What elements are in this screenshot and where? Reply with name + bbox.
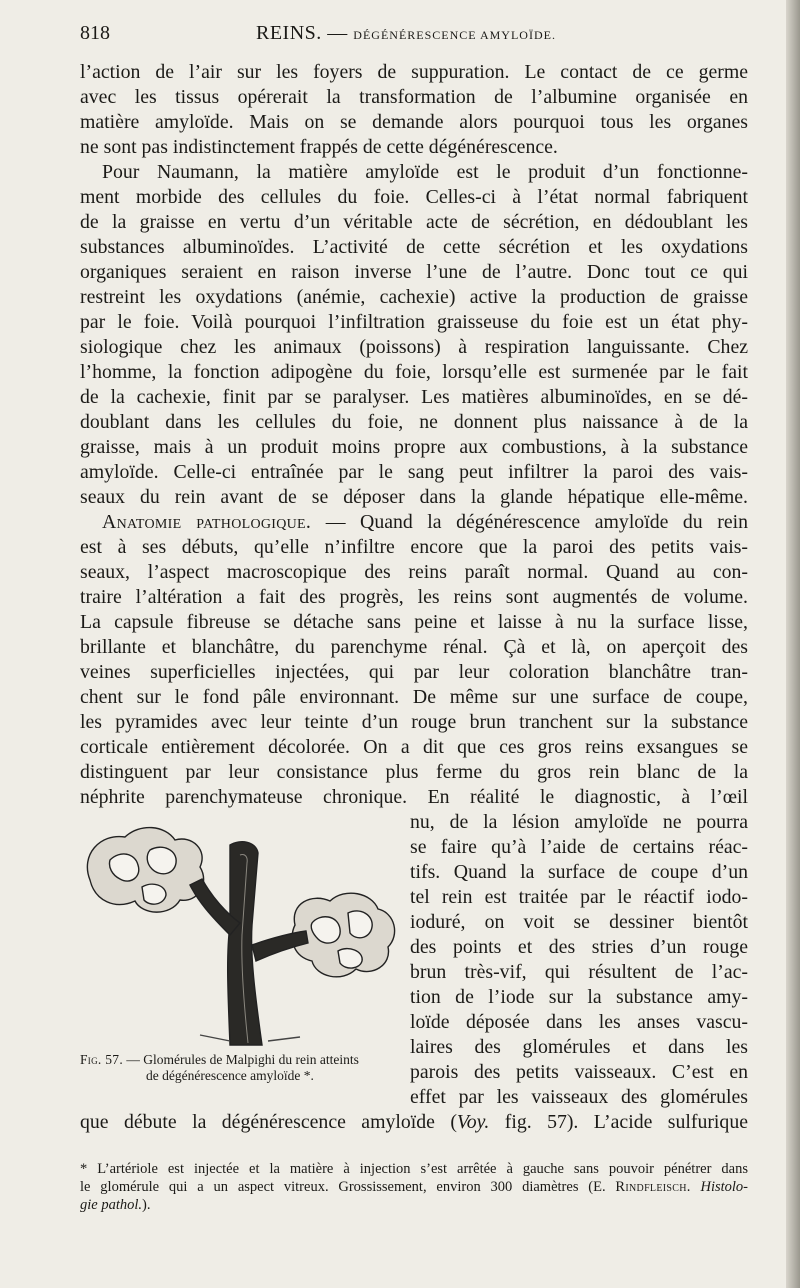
page-edge-shadow (786, 0, 800, 1288)
final-line-italic: Voy. (456, 1111, 490, 1133)
text-line: des points et des stries d’un rouge (410, 936, 748, 958)
text-line: corticale entièrement décolorée. On a dit que ces gros reins exsangues se (80, 736, 748, 758)
text-line: est à ses débuts, qu’elle n’infiltre encore que la paroi des petits vais- (80, 536, 748, 558)
footnote-line-3 (80, 1196, 748, 1214)
text-line: La capsule fibreuse se détache sans peine et laisse à nu la surface lisse, (80, 611, 748, 633)
text-line: matière amyloïde. Mais on se demande alors pourquoi tous les organes (80, 111, 748, 133)
page-number: 818 (80, 22, 110, 44)
text-line: siologique chez les animaux (poissons) à respiration languissante. Chez (80, 336, 748, 358)
footnote-line-2 (80, 1178, 748, 1196)
final-line-after: fig. 57). L’acide sulfurique (489, 1111, 748, 1133)
text-line: seaux, l’aspect macroscopique des reins paraît normal. Quand au con- (80, 561, 748, 583)
caption-label: Fig. 57. (80, 1052, 124, 1067)
text-line: tion de l’iode sur la substance amy- (410, 986, 748, 1008)
text-line: doublant dans les cellules du foie, ne donnent plus naissance à de la (80, 411, 748, 433)
text-line: les pyramides avec leur teinte d’un rouge brun tranchent sur la substance (80, 711, 748, 733)
figure-caption (80, 1052, 410, 1084)
caption-line-2: de dégénérescence amyloïde *. (146, 1068, 314, 1083)
text-line: nu, de la lésion amyloïde ne pourra (410, 811, 748, 833)
text-line: ne sont pas indistinctement frappés de cette dégénérescence. (80, 136, 558, 158)
text-line: amyloïde. Celle-ci entraînée par le sang peut infiltrer la paroi des vais- (80, 461, 748, 483)
text-line: loïde déposée dans les anses vascu- (410, 1011, 748, 1033)
text-line: brun très-vif, qui résultent de l’ac- (410, 961, 748, 983)
text-line: graisse, mais à un produit moins propre aux combustions, à la substance (80, 436, 748, 458)
body-text-beside-figure (410, 810, 748, 1110)
caption-text-1: — Glomérules de Malpighi du rein atteints (126, 1052, 359, 1067)
text-line: effet par les vaisseaux des glomérules (410, 1086, 748, 1108)
final-line-before: que débute la dégénérescence amyloïde ( (80, 1111, 457, 1133)
glomeruli-illustration (80, 805, 410, 1055)
text-line: l’homme, la fonction adipogène du foie, lorsqu’elle est surmenée par le fait (80, 361, 748, 383)
running-title-dash: — (327, 22, 348, 44)
text-line (80, 1110, 748, 1135)
footnote (80, 1160, 748, 1214)
text-line: ment morbide des cellules du foie. Celles-ci à l’état normal fabriquent (80, 186, 748, 208)
section-first-line (80, 510, 748, 535)
text-line: ioduré, on voit se dessiner bientôt (410, 911, 748, 933)
caption-line-1 (80, 1052, 410, 1068)
running-title-main: REINS. (256, 22, 322, 44)
text-line: brillante et blanchâtre, du parenchyme rénal. Çà et là, on aperçoit des (80, 636, 748, 658)
text-line: organiques seraient en raison inverse l’une de l’autre. Donc tout ce qui (80, 261, 748, 283)
body-text-top (80, 60, 748, 810)
text-line: seaux du rein avant de se déposer dans la glande hépatique elle-même. (80, 486, 748, 508)
text-line: néphrite parenchymateuse chronique. En réalité le diagnostic, à l’œil (80, 786, 748, 808)
footnote-author: Rindfleisch. (615, 1179, 691, 1195)
text-line: restreint les oxydations (anémie, cachexie) active la production de graisse (80, 286, 748, 308)
text-line: de la graisse en vertu d’un véritable acte de sécrétion, en dédoublant les (80, 211, 748, 233)
footnote-line-2-text: le glomérule qui a un aspect vitreux. Grossissement, environ 300 diamètres (E. (80, 1179, 616, 1195)
text-line: l’action de l’air sur les foyers de suppuration. Le contact de ce germe (80, 61, 748, 83)
text-line: traire l’altération a fait des progrès, les reins sont augmentés de volume. (80, 586, 748, 608)
text-line: tifs. Quand la surface de coupe d’un (410, 861, 748, 883)
footnote-line-3-after: ). (142, 1197, 151, 1213)
text-line: se faire qu’à l’aide de certains réac- (410, 836, 748, 858)
text-line: chent sur le fond pâle environnant. De même sur une surface de coupe, (80, 686, 748, 708)
text-line: par le foie. Voilà pourquoi l’infiltration graisseuse du foie est un état phy- (80, 311, 748, 333)
text-line: laires des glomérules et dans les (410, 1036, 748, 1058)
text-line: tel rein est traitée par le réactif iodo- (410, 886, 748, 908)
running-title (256, 22, 556, 45)
section-first-text: — Quand la dégénérescence amyloïde du rein (325, 511, 748, 533)
text-line: substances albuminoïdes. L’activité de cette sécrétion et les oxydations (80, 236, 748, 258)
text-line: distinguent par leur consistance plus ferme du gros rein blanc de la (80, 761, 748, 783)
section-heading: Anatomie pathologique. (102, 511, 312, 533)
running-title-sub: DÉGÉNÉRESCENCE AMYLOÏDE. (353, 28, 556, 42)
footnote-line-3-italic: gie pathol. (80, 1197, 143, 1213)
text-line: de la cachexie, finit par se paralyser. Les matières albuminoïdes, en se dé- (80, 386, 748, 408)
running-header (80, 22, 748, 52)
body-text-bottom (80, 1110, 748, 1135)
footnote-line-2-italic: Histolo- (700, 1179, 748, 1195)
text-line: veines superficielles injectées, qui par leur coloration blanchâtre tran- (80, 661, 748, 683)
footnote-line-1: * L’artériole est injectée et la matière à injection s’est arrêtée à gauche sans pouvoir pénétrer dans (80, 1161, 748, 1177)
text-line: parois des petits vaisseaux. C’est en (410, 1061, 748, 1083)
text-line: Pour Naumann, la matière amyloïde est le produit d’un fonctionne- (102, 161, 748, 183)
text-line: avec les tissus opérerait la transformation de l’albumine organisée en (80, 86, 748, 108)
